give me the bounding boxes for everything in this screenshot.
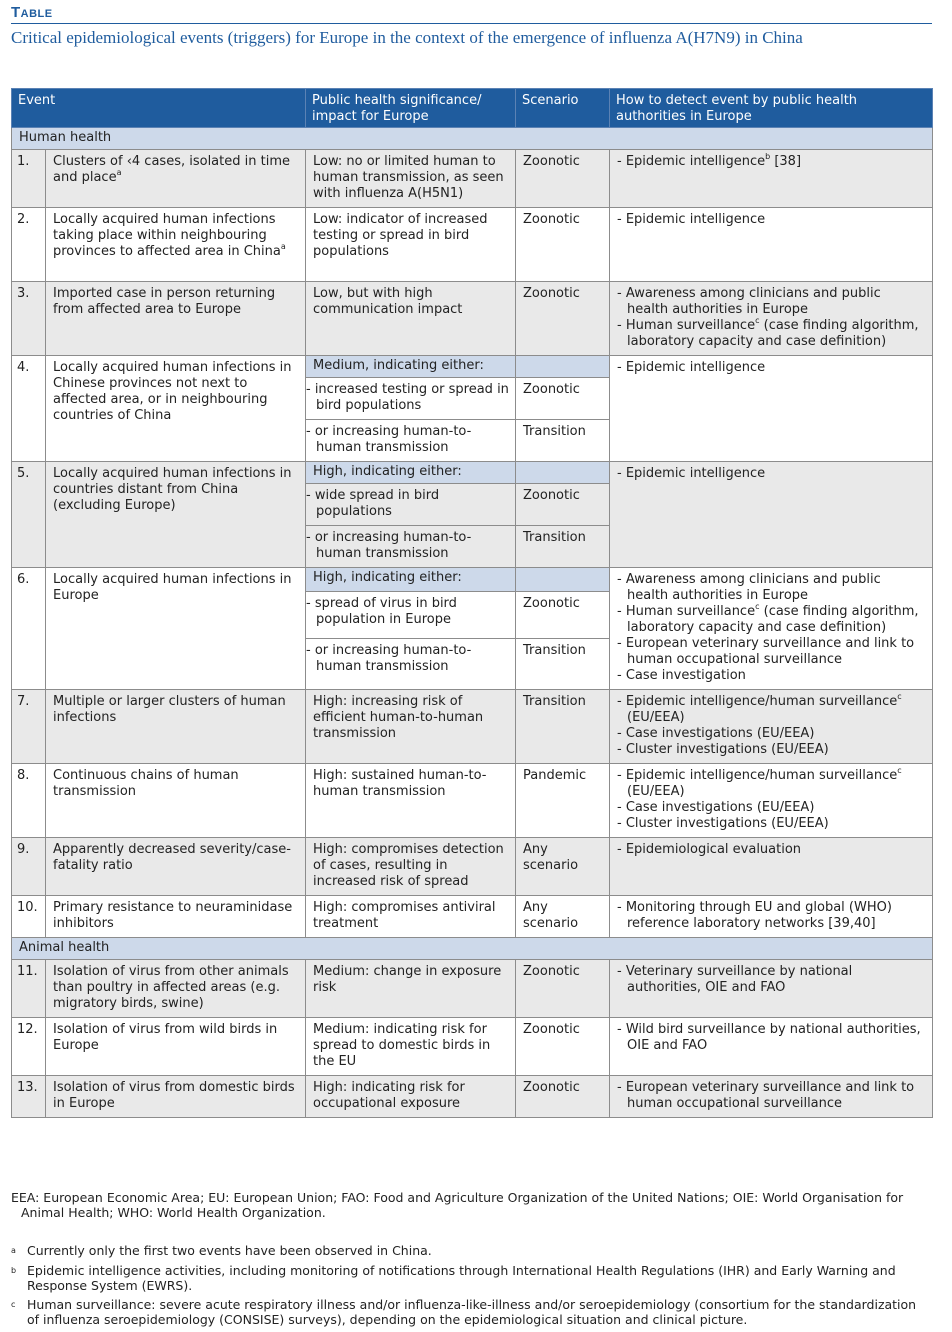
scenario-cell: Any scenario — [516, 896, 610, 938]
scenario-cell: Transition — [516, 638, 610, 689]
footnote-text: Epidemic intelligence activities, including monitoring of notifications through International Health Regulations (IHR) and Early Warning and Response System (EWRS). — [27, 1263, 896, 1293]
table-row — [12, 764, 933, 838]
detect-text: - Epidemic intelligence — [617, 154, 766, 169]
detect-item — [617, 604, 926, 636]
footnote-marker: c — [897, 692, 902, 701]
significance-cell: High: indicating risk for occupational exposure — [306, 1076, 516, 1118]
detect-item: - Awareness among clinicians and public health authorities in Europe — [617, 286, 881, 317]
significance-option: - spread of virus in bird population in Europe — [306, 592, 516, 639]
table-row — [12, 1076, 933, 1118]
row-number: 10. — [12, 896, 46, 938]
scenario-cell: Transition — [516, 690, 610, 764]
table-caption: Critical epidemiological events (triggers) for Europe in the context of the emergence of influenza A(H7N9) in China — [11, 28, 803, 47]
section-row — [12, 938, 933, 960]
row-number: 9. — [12, 838, 46, 896]
detect-list — [617, 286, 926, 350]
event-cell: Apparently decreased severity/case-fatality ratio — [46, 838, 306, 896]
footnote-text: Currently only the first two events have been observed in China. — [27, 1243, 432, 1258]
detect-list — [617, 572, 926, 684]
detect-item: - Cluster investigations (EU/EEA) — [617, 742, 829, 757]
detect-ref: [38] — [770, 154, 802, 169]
row-number: 5. — [12, 462, 46, 568]
detect-text: - Epidemic intelligence/human surveillance — [617, 768, 898, 783]
scenario-cell: Zoonotic — [516, 960, 610, 1018]
footnote-mark: c — [11, 1300, 16, 1309]
detect-text: - Human surveillance — [617, 318, 756, 333]
triggers-table — [11, 88, 933, 1118]
scenario-cell: Zoonotic — [516, 1076, 610, 1118]
footnote-marker: a — [280, 242, 286, 251]
significance-cell: High: compromises antiviral treatment — [306, 896, 516, 938]
section-row — [12, 128, 933, 150]
table-row — [12, 462, 933, 484]
detect-cell: - Epidemic intelligence — [610, 356, 933, 462]
detect-cell: - Epidemic intelligence — [610, 462, 933, 568]
detect-cell: - Epidemic intelligence — [610, 208, 933, 282]
scenario-cell: Zoonotic — [516, 484, 610, 526]
footnote-mark: b — [11, 1266, 17, 1275]
table-row — [12, 208, 933, 282]
significance-head: Medium, indicating either: — [306, 356, 516, 378]
detect-item — [617, 318, 926, 350]
row-number: 4. — [12, 356, 46, 462]
significance-cell: Low: no or limited human to human transmission, as seen with influenza A(H5N1) — [306, 150, 516, 208]
footnote-text: Human surveillance: severe acute respiratory illness and/or influenza-like-illness and/or seroepidemiology (consortium for the standardization of influenza seroepidemiology (CONSISE) surveys), depending on the epidemiological situation and clinical picture. — [27, 1297, 917, 1327]
significance-cell: Low, but with high communication impact — [306, 282, 516, 356]
scenario-cell: Zoonotic — [516, 282, 610, 356]
detect-text: (case finding algorithm, laboratory capacity and case definition) — [627, 318, 919, 349]
detect-cell: - Epidemiological evaluation — [610, 838, 933, 896]
detect-item: - European veterinary surveillance and link to human occupational surveillance — [617, 636, 915, 667]
event-cell: Isolation of virus from other animals than poultry in affected areas (e.g. migratory birds, swine) — [46, 960, 306, 1018]
significance-cell: Medium: change in exposure risk — [306, 960, 516, 1018]
row-number: 7. — [12, 690, 46, 764]
significance-head: High, indicating either: — [306, 462, 516, 484]
event-cell: Locally acquired human infections in Europe — [46, 568, 306, 690]
footnote-marker: b — [765, 152, 771, 161]
event-cell: Continuous chains of human transmission — [46, 764, 306, 838]
table-label: Table — [11, 4, 53, 21]
event-cell: Imported case in person returning from affected area to Europe — [46, 282, 306, 356]
col-detect: How to detect event by public health authorities in Europe — [610, 89, 933, 128]
abbreviations — [11, 1190, 932, 1220]
event-text: Locally acquired human infections taking place within neighbouring provinces to affected area in China — [53, 212, 281, 259]
section-animal-health: Animal health — [12, 938, 933, 960]
event-cell: Isolation of virus from wild birds in Europe — [46, 1018, 306, 1076]
detect-list — [617, 694, 926, 758]
footnote-marker: c — [755, 602, 760, 611]
significance-cell: Low: indicator of increased testing or spread in bird populations — [306, 208, 516, 282]
row-number: 12. — [12, 1018, 46, 1076]
row-number: 8. — [12, 764, 46, 838]
scenario-cell: Transition — [516, 420, 610, 462]
row-number: 13. — [12, 1076, 46, 1118]
scenario-cell: Zoonotic — [516, 150, 610, 208]
detect-item — [617, 768, 926, 800]
scenario-cell: Any scenario — [516, 838, 610, 896]
col-event: Event — [12, 89, 306, 128]
section-human-health: Human health — [12, 128, 933, 150]
footnote-marker: c — [897, 766, 902, 775]
table-row — [12, 960, 933, 1018]
significance-option: - increased testing or spread in bird populations — [306, 378, 516, 420]
row-number: 6. — [12, 568, 46, 690]
significance-option: - or increasing human-to-human transmission — [306, 420, 516, 462]
footnote — [11, 1243, 932, 1258]
detect-cell — [610, 764, 933, 838]
column-header-row — [12, 89, 933, 128]
detect-text: - Human surveillance — [617, 604, 756, 619]
event-cell: Primary resistance to neuraminidase inhibitors — [46, 896, 306, 938]
scenario-cell: Pandemic — [516, 764, 610, 838]
event-cell: Isolation of virus from domestic birds in Europe — [46, 1076, 306, 1118]
row-number: 11. — [12, 960, 46, 1018]
footnote — [11, 1297, 932, 1327]
event-text: Clusters of ‹4 cases, isolated in time and place — [53, 154, 290, 185]
detect-cell: - Wild bird surveillance by national authorities, OIE and FAO — [610, 1018, 933, 1076]
abbreviations-text: EEA: European Economic Area; EU: European Union; FAO: Food and Agriculture Organization of the United Nations; OIE: World Organisation for Animal Health; WHO: World Health Organization. — [11, 1190, 904, 1220]
scenario-cell: Zoonotic — [516, 592, 610, 639]
col-significance: Public health significance/ impact for Europe — [306, 89, 516, 128]
significance-cell: High: compromises detection of cases, resulting in increased risk of spread — [306, 838, 516, 896]
detect-cell: - Veterinary surveillance by national authorities, OIE and FAO — [610, 960, 933, 1018]
detect-list — [617, 768, 926, 832]
table-row — [12, 896, 933, 938]
scenario-blank — [516, 462, 610, 484]
detect-item: - Cluster investigations (EU/EEA) — [617, 816, 829, 831]
detect-cell — [610, 282, 933, 356]
detect-item: - Case investigations (EU/EEA) — [617, 726, 815, 741]
significance-option: - wide spread in bird populations — [306, 484, 516, 526]
row-number: 1. — [12, 150, 46, 208]
footnote-marker: a — [116, 168, 122, 177]
table-row — [12, 150, 933, 208]
scenario-cell: Zoonotic — [516, 1018, 610, 1076]
scenario-cell: Transition — [516, 526, 610, 568]
detect-item: - Awareness among clinicians and public health authorities in Europe — [617, 572, 881, 603]
detect-item — [617, 694, 926, 726]
detect-cell: - European veterinary surveillance and link to human occupational surveillance — [610, 1076, 933, 1118]
detect-cell — [610, 690, 933, 764]
scenario-cell: Zoonotic — [516, 378, 610, 420]
row-number: 2. — [12, 208, 46, 282]
detect-item: - Case investigation — [617, 668, 746, 683]
event-cell: Locally acquired human infections in Chinese provinces not next to affected area, or in neighbouring countries of China — [46, 356, 306, 462]
scenario-blank — [516, 356, 610, 378]
scenario-cell: Zoonotic — [516, 208, 610, 282]
table-header — [11, 4, 932, 48]
footnote-mark: a — [11, 1246, 16, 1255]
table-row — [12, 838, 933, 896]
significance-cell: Medium: indicating risk for spread to domestic birds in the EU — [306, 1018, 516, 1076]
detect-cell — [610, 568, 933, 690]
table-row — [12, 690, 933, 764]
header-rule — [11, 23, 932, 24]
footnote-marker: c — [755, 316, 760, 325]
detect-text: (case finding algorithm, laboratory capacity and case definition) — [627, 604, 919, 635]
significance-cell: High: increasing risk of efficient human-to-human transmission — [306, 690, 516, 764]
significance-head: High, indicating either: — [306, 568, 516, 592]
col-scenario: Scenario — [516, 89, 610, 128]
significance-cell: High: sustained human-to-human transmission — [306, 764, 516, 838]
detect-text: (EU/EEA) — [627, 784, 685, 799]
detect-text: - Epidemic intelligence/human surveillance — [617, 694, 898, 709]
row-number: 3. — [12, 282, 46, 356]
detect-text: (EU/EEA) — [627, 710, 685, 725]
table-row — [12, 356, 933, 378]
event-cell: Multiple or larger clusters of human infections — [46, 690, 306, 764]
event-cell: Locally acquired human infections in countries distant from China (excluding Europe) — [46, 462, 306, 568]
significance-option: - or increasing human-to-human transmission — [306, 638, 516, 689]
detect-item: - Case investigations (EU/EEA) — [617, 800, 815, 815]
scenario-blank — [516, 568, 610, 592]
event-cell — [46, 208, 306, 282]
detect-cell: - Monitoring through EU and global (WHO) reference laboratory networks [39,40] — [610, 896, 933, 938]
detect-cell — [610, 150, 933, 208]
table-row — [12, 1018, 933, 1076]
footnote — [11, 1263, 932, 1293]
event-cell — [46, 150, 306, 208]
table-row — [12, 282, 933, 356]
table-row — [12, 568, 933, 592]
significance-option: - or increasing human-to-human transmission — [306, 526, 516, 568]
